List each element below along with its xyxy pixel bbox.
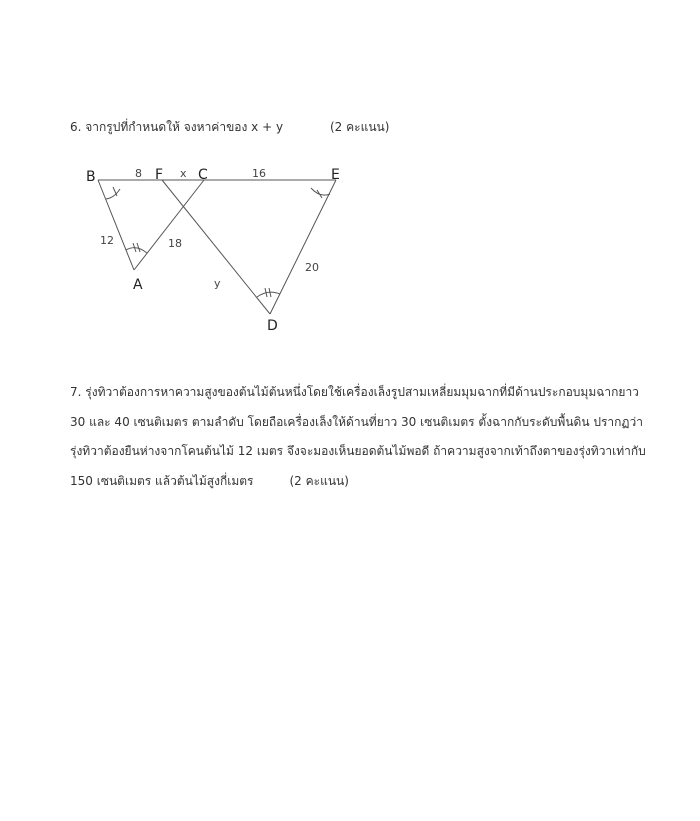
- side-bf-label: 8: [135, 167, 142, 180]
- vertex-c-label: C: [198, 167, 208, 183]
- vertex-a-label: A: [133, 277, 143, 293]
- vertex-f-label: F: [155, 167, 164, 183]
- question-7-line-4-text: 150 เซนติเมตร แล้วต้นไม้สูงกี่เมตร: [70, 473, 254, 488]
- side-fc-label: x: [180, 167, 187, 180]
- question-7-line-3: รุ่งทิวาต้องยืนห่างจากโคนต้นไม้ 12 เมตร จึงจะมองเห็นยอดต้นไม้พอดี ถ้าความสูงจากเท้าถึงตาของรุ่งทิวาเท่ากับ: [70, 444, 646, 458]
- question-7-line-4: [70, 467, 670, 497]
- side-ac-label: 18: [168, 237, 182, 250]
- segment-ac: [134, 180, 204, 270]
- angle-mark-d: [257, 292, 280, 297]
- question-6-points: (2 คะแนน): [330, 120, 390, 134]
- side-ed-label: 20: [305, 261, 319, 274]
- vertex-b-label: B: [86, 169, 96, 185]
- vertex-e-label: E: [331, 167, 340, 183]
- question-7: [70, 378, 670, 496]
- side-ba-label: 12: [100, 234, 114, 247]
- side-ce-label: 16: [252, 167, 266, 180]
- side-fd-label: y: [214, 277, 221, 290]
- question-7-line-1: 7. รุ่งทิวาต้องการหาความสูงของต้นไม้ต้นหนึ่งโดยใช้เครื่องเล็งรูปสามเหลี่ยมมุมฉากที่มีด้านประกอบมุมฉากยาว: [70, 385, 639, 399]
- vertex-d-label: D: [267, 318, 278, 334]
- angle-mark-a: [126, 248, 147, 253]
- question-7-line-2: 30 และ 40 เซนติเมตร ตามลำดับ โดยถือเครื่องเล็งให้ด้านที่ยาว 30 เซนติเมตร ตั้งฉากกับระดับพื้นดิน ปรากฏว่า: [70, 414, 643, 429]
- angle-mark-e: [311, 188, 330, 195]
- question-7-points: (2 คะแนน): [289, 473, 349, 488]
- question-6-text: 6. จากรูปที่กำหนดให้ จงหาค่าของ x + y: [70, 120, 284, 134]
- angle-mark-b: [106, 189, 120, 199]
